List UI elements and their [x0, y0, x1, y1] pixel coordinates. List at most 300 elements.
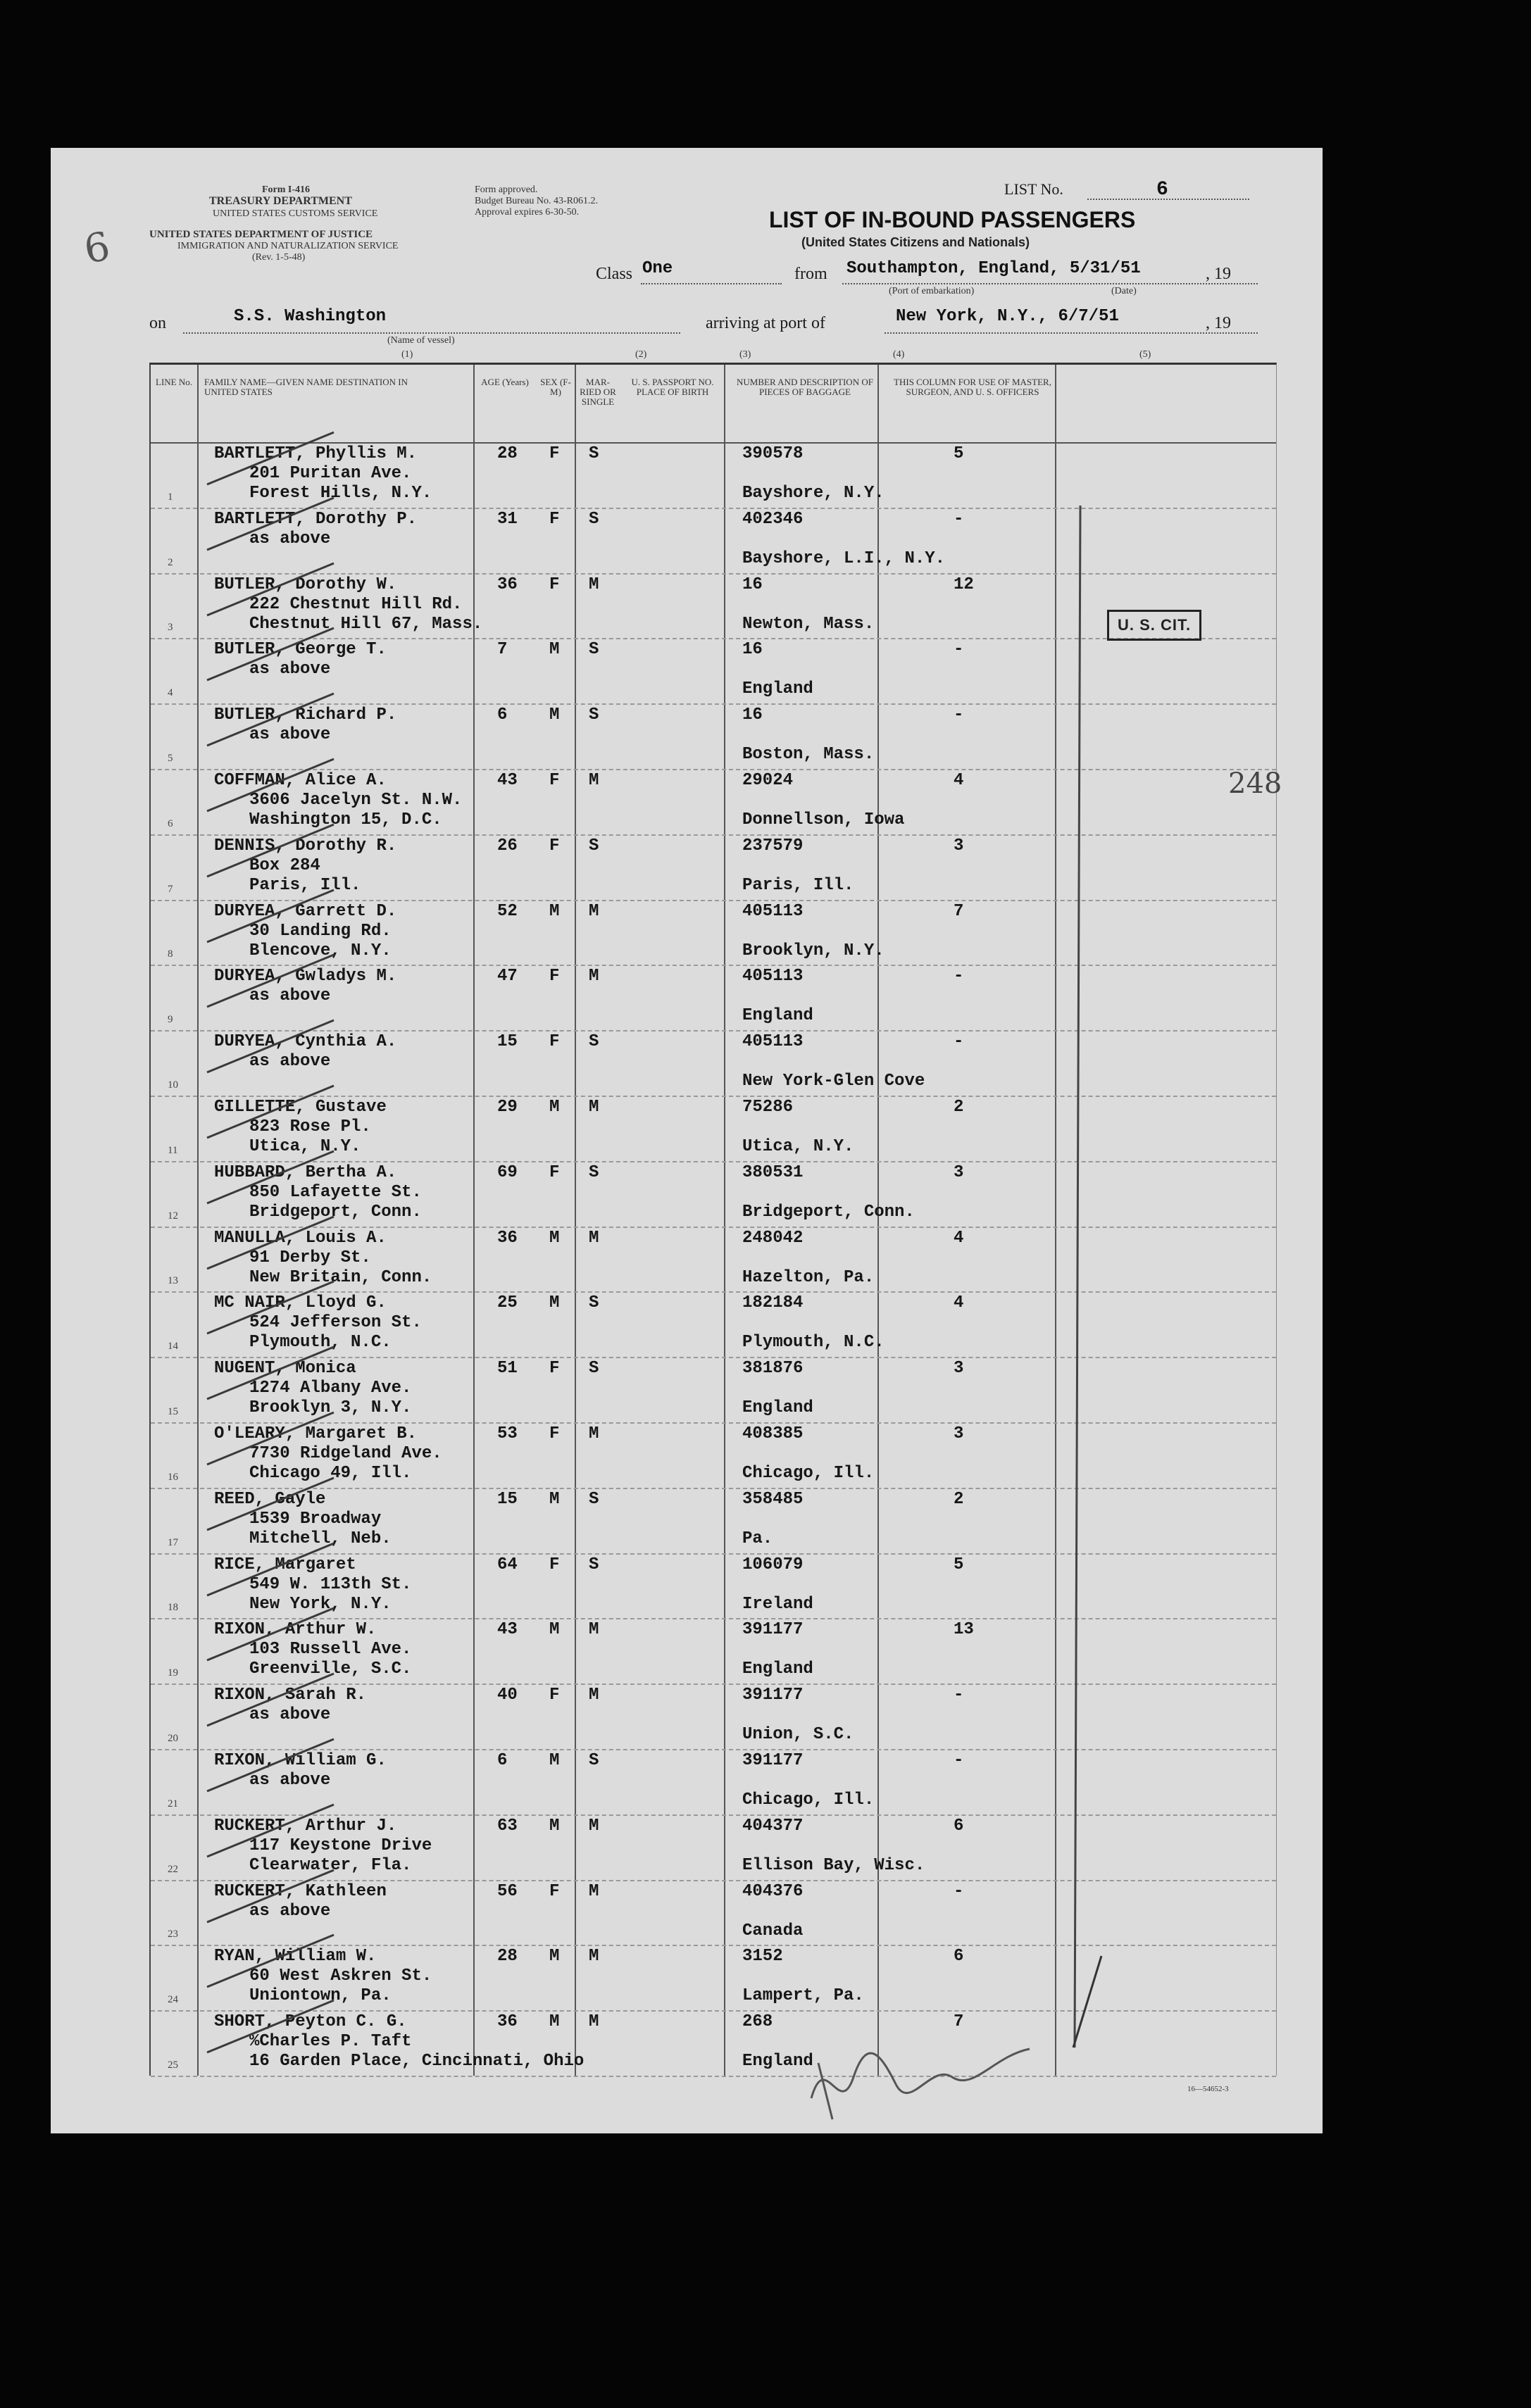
passport-number: 402346 [742, 509, 804, 529]
baggage-count: 6 [954, 1816, 964, 1836]
budget-bureau: Budget Bureau No. 43-R061.2. [475, 196, 598, 206]
destination-line-1: as above [249, 986, 331, 1006]
list-no-label: LIST No. [1004, 180, 1063, 198]
baggage-count: 4 [954, 1228, 964, 1248]
passenger-name: SHORT, Peyton C. G. [214, 2012, 407, 2032]
age: 36 [497, 2012, 518, 2032]
marital-status: M [589, 1424, 599, 1443]
age: 40 [497, 1686, 518, 1705]
passport-number: 75286 [742, 1098, 794, 1117]
passenger-name: RIXON, William G. [214, 1751, 387, 1770]
passport-number: 405113 [742, 967, 804, 986]
destination-line-2: Clearwater, Fla. [249, 1855, 412, 1875]
marital-status: M [589, 1098, 599, 1117]
arrival-value: New York, N.Y., 6/7/51 [896, 307, 1119, 326]
check-mark [200, 1279, 341, 1335]
age: 36 [497, 575, 518, 594]
baggage-count: - [954, 1881, 964, 1901]
baggage-count: 3 [954, 1162, 964, 1182]
marital-status: S [589, 1162, 599, 1182]
place-of-birth: Union, S.C. [742, 1725, 854, 1745]
sex: F [549, 967, 560, 986]
age: 43 [497, 1620, 518, 1640]
age: 69 [497, 1162, 518, 1182]
line-number: 6 [168, 817, 173, 829]
passport-number: 16 [742, 640, 763, 660]
destination-line-2: Paris, Ill. [249, 875, 361, 895]
age: 47 [497, 967, 518, 986]
check-mark [200, 1671, 341, 1727]
line-number: 14 [168, 1341, 178, 1353]
page-subtitle: (United States Citizens and Nationals) [801, 235, 1030, 249]
check-mark [200, 1344, 341, 1400]
marital-status: S [589, 640, 599, 660]
line-number: 10 [168, 1079, 178, 1091]
age: 25 [497, 1293, 518, 1313]
place-of-birth: Chicago, Ill. [742, 1791, 875, 1810]
place-of-birth: England [742, 1660, 813, 1679]
marital-status: S [589, 1555, 599, 1574]
passenger-name: DURYEA, Garrett D. [214, 901, 397, 921]
sex: F [549, 1032, 560, 1052]
passenger-name: COFFMAN, Alice A. [214, 771, 387, 790]
passport-number: 268 [742, 2012, 773, 2032]
passenger-name: MANULLA, Louis A. [214, 1228, 387, 1248]
margin-number: 248 [1228, 767, 1282, 800]
destination-line-2: New York, N.Y. [249, 1594, 392, 1614]
destination-line-2: Chicago 49, Ill. [249, 1464, 412, 1483]
marital-status: M [589, 967, 599, 986]
header-age: AGE (Years) [481, 377, 529, 387]
passenger-name: RIXON, Sarah R. [214, 1686, 367, 1705]
place-of-birth: Hazelton, Pa. [742, 1267, 875, 1287]
passport-number: 408385 [742, 1424, 804, 1443]
check-mark [200, 1998, 341, 2054]
place-of-birth: England [742, 1006, 813, 1026]
check-mark [200, 1605, 341, 1662]
age: 53 [497, 1424, 518, 1443]
destination-line-2: Greenville, S.C. [249, 1660, 412, 1679]
passport-number: 404377 [742, 1816, 804, 1836]
justice-dept: UNITED STATES DEPARTMENT OF JUSTICE [149, 229, 373, 240]
column-number-2: (2) [635, 349, 647, 360]
marital-status: M [589, 1620, 599, 1640]
age: 36 [497, 1228, 518, 1248]
passenger-name: RYAN, William W. [214, 1947, 377, 1967]
age: 15 [497, 1032, 518, 1052]
passport-number: 381876 [742, 1359, 804, 1379]
passport-number: 237579 [742, 836, 804, 855]
side-mark: 6 [80, 223, 114, 273]
age: 51 [497, 1359, 518, 1379]
marital-status: S [589, 1359, 599, 1379]
sex: M [549, 2012, 560, 2032]
baggage-count: - [954, 1751, 964, 1770]
age: 7 [497, 640, 508, 660]
line-number: 5 [168, 752, 173, 764]
marital-status: S [589, 836, 599, 855]
age: 28 [497, 444, 518, 463]
passport-number: 380531 [742, 1162, 804, 1182]
passenger-name: BARTLETT, Dorothy P. [214, 509, 418, 529]
sex: F [549, 575, 560, 594]
passport-number: 391177 [742, 1751, 804, 1770]
destination-line-2: Uniontown, Pa. [249, 1986, 392, 2006]
marital-status: S [589, 1293, 599, 1313]
passenger-name: DURYEA, Cynthia A. [214, 1032, 397, 1052]
age: 28 [497, 1947, 518, 1967]
destination-line-2: Blencove, N.Y. [249, 941, 392, 960]
passenger-name: MC NAIR, Lloyd G. [214, 1293, 387, 1313]
us-citizen-stamp: U. S. CIT. [1107, 610, 1201, 641]
destination-line-1: as above [249, 1052, 331, 1072]
arriving-label: arriving at port of [706, 314, 825, 332]
destination-line-2: Plymouth, N.C. [249, 1333, 392, 1353]
place-of-birth: Ellison Bay, Wisc. [742, 1855, 925, 1875]
header-line-no: LINE No. [156, 377, 192, 387]
check-mark [200, 495, 341, 551]
place-of-birth: Brooklyn, N.Y. [742, 941, 885, 960]
age: 43 [497, 771, 518, 790]
header-sex: SEX (F-M) [540, 377, 571, 397]
baggage-count: - [954, 1686, 964, 1705]
age: 6 [497, 1751, 508, 1770]
check-mark [200, 1410, 341, 1466]
baggage-count: - [954, 509, 964, 529]
age: 15 [497, 1489, 518, 1509]
line-number: 20 [168, 1732, 178, 1744]
sex: M [549, 901, 560, 921]
sex: F [549, 1881, 560, 1901]
line-number: 21 [168, 1798, 178, 1810]
port-embarkation-caption: (Port of embarkation) [889, 286, 975, 296]
baggage-count: 3 [954, 1359, 964, 1379]
sex: F [549, 836, 560, 855]
destination-line-1: 1539 Broadway [249, 1509, 382, 1529]
marital-status: M [589, 901, 599, 921]
age: 63 [497, 1816, 518, 1836]
baggage-count: 5 [954, 1555, 964, 1574]
marital-status: S [589, 1489, 599, 1509]
passenger-name: DENNIS, Dorothy R. [214, 836, 397, 855]
passenger-name: NUGENT, Monica [214, 1359, 356, 1379]
passenger-name: RIXON, Arthur W. [214, 1620, 377, 1640]
baggage-count: 13 [954, 1620, 974, 1640]
check-mark [200, 887, 341, 943]
baggage-count: 12 [954, 575, 974, 594]
class-value: One [642, 259, 673, 278]
baggage-count: 5 [954, 444, 964, 463]
check-mark [200, 1867, 341, 1924]
marital-status: M [589, 1686, 599, 1705]
destination-line-1: 201 Puritan Ave. [249, 464, 412, 483]
check-mark [200, 1083, 341, 1139]
destination-line-2: Washington 15, D.C. [249, 810, 442, 829]
destination-line-1: as above [249, 725, 331, 745]
marital-status: S [589, 706, 599, 725]
baggage-count: - [954, 640, 964, 660]
passport-number: 391177 [742, 1620, 804, 1640]
passenger-name: BUTLER, George T. [214, 640, 387, 660]
place-of-birth: Chicago, Ill. [742, 1464, 875, 1483]
baggage-count: - [954, 1032, 964, 1052]
place-of-birth: England [742, 2052, 813, 2071]
place-of-birth: Newton, Mass. [742, 614, 875, 634]
passenger-name: REED, Gayle [214, 1489, 326, 1509]
sex: F [549, 771, 560, 790]
check-mark [200, 822, 341, 878]
destination-line-1: as above [249, 660, 331, 679]
age: 6 [497, 706, 508, 725]
place-of-birth: England [742, 679, 813, 699]
signature [797, 2035, 1051, 2126]
sex: F [549, 1686, 560, 1705]
passenger-name: O'LEARY, Margaret B. [214, 1424, 418, 1443]
marital-status: M [589, 1881, 599, 1901]
sex: M [549, 1489, 560, 1509]
place-of-birth: Utica, N.Y. [742, 1137, 854, 1156]
place-of-birth: Donnellson, Iowa [742, 810, 905, 829]
sex: M [549, 640, 560, 660]
line-number: 11 [168, 1144, 178, 1156]
passport-number: 404376 [742, 1881, 804, 1901]
passenger-name: GILLETTE, Gustave [214, 1098, 387, 1117]
check-mark [200, 1802, 341, 1858]
check-mark [200, 756, 341, 813]
check-mark [200, 429, 341, 486]
passport-number: 3152 [742, 1947, 783, 1967]
baggage-count: - [954, 706, 964, 725]
marital-status: S [589, 509, 599, 529]
check-mark [200, 1475, 341, 1531]
place-of-birth: Lampert, Pa. [742, 1986, 864, 2006]
column-number-5: (5) [1139, 349, 1151, 360]
passport-number: 16 [742, 706, 763, 725]
sex: M [549, 706, 560, 725]
baggage-count: 7 [954, 901, 964, 921]
treasury-dept: TREASURY DEPARTMENT [209, 195, 352, 207]
list-no-value: 6 [1156, 179, 1168, 201]
sex: M [549, 1947, 560, 1967]
passenger-name: BARTLETT, Phyllis M. [214, 444, 418, 463]
check-mark [200, 1214, 341, 1270]
place-of-birth: Boston, Mass. [742, 745, 875, 765]
check-mark [200, 1017, 341, 1074]
passenger-name: RICE, Margaret [214, 1555, 356, 1574]
column-number-1: (1) [401, 349, 413, 360]
line-number: 12 [168, 1210, 178, 1222]
check-mark [200, 1932, 341, 1988]
footer-code: 16—54652-3 [1187, 2085, 1229, 2093]
destination-line-2: Mitchell, Neb. [249, 1529, 392, 1548]
place-of-birth: New York-Glen Cove [742, 1072, 925, 1091]
destination-line-1: 549 W. 113th St. [249, 1574, 412, 1594]
destination-line-1: as above [249, 529, 331, 548]
line-number: 9 [168, 1014, 173, 1026]
passport-number: 29024 [742, 771, 794, 790]
page-title: LIST OF IN-BOUND PASSENGERS [769, 207, 1136, 232]
vessel-caption: (Name of vessel) [387, 335, 455, 346]
sex: F [549, 1424, 560, 1443]
sex: M [549, 1293, 560, 1313]
place-of-birth: Bridgeport, Conn. [742, 1202, 915, 1222]
destination-line-1: 222 Chestnut Hill Rd. [249, 594, 463, 614]
from-value: Southampton, England, 5/31/51 [846, 259, 1141, 278]
baggage-count: 3 [954, 1424, 964, 1443]
destination-line-1: 823 Rose Pl. [249, 1117, 371, 1136]
line-number: 3 [168, 622, 173, 634]
passenger-name: BUTLER, Dorothy W. [214, 575, 397, 594]
sex: F [549, 1162, 560, 1182]
age: 31 [497, 509, 518, 529]
sex: F [549, 1555, 560, 1574]
line-number: 1 [168, 491, 173, 503]
revision: (Rev. 1-5-48) [252, 252, 306, 263]
year-suffix-2: , 19 [1206, 314, 1231, 332]
passport-number: 248042 [742, 1228, 804, 1248]
destination-line-2: Forest Hills, N.Y. [249, 484, 432, 503]
line-number: 13 [168, 1275, 178, 1287]
marital-status: M [589, 1947, 599, 1967]
passport-number: 106079 [742, 1555, 804, 1574]
column-number-4: (4) [893, 349, 905, 360]
header-officers: THIS COLUMN FOR USE OF MASTER, SURGEON, AND U. S. OFFICERS [894, 377, 1051, 397]
year-suffix: , 19 [1206, 265, 1231, 283]
destination-line-1: 60 West Askren St. [249, 1967, 432, 1986]
line-number: 25 [168, 2059, 178, 2071]
passenger-name: RUCKERT, Kathleen [214, 1881, 387, 1901]
passport-number: 391177 [742, 1686, 804, 1705]
marital-status: M [589, 771, 599, 790]
sex: M [549, 1816, 560, 1836]
marital-status: M [589, 1228, 599, 1248]
place-of-birth: England [742, 1398, 813, 1418]
sex: M [549, 1098, 560, 1117]
vessel-name: S.S. Washington [234, 307, 387, 326]
age: 52 [497, 901, 518, 921]
passport-number: 16 [742, 575, 763, 594]
destination-line-1: %Charles P. Taft [249, 2032, 412, 2052]
form-approved: Form approved. [475, 184, 538, 195]
place-of-birth: Ireland [742, 1594, 813, 1614]
age: 64 [497, 1555, 518, 1574]
destination-line-1: as above [249, 1901, 331, 1921]
check-mark [200, 691, 341, 747]
destination-line-2: Chestnut Hill 67, Mass. [249, 614, 483, 634]
marital-status: S [589, 444, 599, 463]
baggage-count: - [954, 967, 964, 986]
passport-number: 405113 [742, 901, 804, 921]
age: 29 [497, 1098, 518, 1117]
line-number: 19 [168, 1667, 178, 1679]
line-number: 17 [168, 1536, 178, 1548]
destination-line-1: as above [249, 1771, 331, 1790]
destination-line-2: Bridgeport, Conn. [249, 1202, 422, 1222]
destination-line-2: 16 Garden Place, Cincinnati, Ohio [249, 2052, 585, 2071]
age: 26 [497, 836, 518, 855]
marital-status: S [589, 1032, 599, 1052]
customs-service: UNITED STATES CUSTOMS SERVICE [213, 208, 378, 219]
on-label: on [149, 314, 166, 332]
check-mark [200, 952, 341, 1008]
passenger-list-page [51, 148, 1323, 2133]
check-mark [200, 625, 341, 682]
place-of-birth: Canada [742, 1921, 804, 1940]
destination-line-1: 30 Landing Rd. [249, 921, 392, 941]
ins-service: IMMIGRATION AND NATURALIZATION SERVICE [177, 241, 399, 251]
destination-line-1: 524 Jefferson St. [249, 1313, 422, 1333]
destination-line-1: 7730 Ridgeland Ave. [249, 1444, 442, 1463]
header-baggage: NUMBER AND DESCRIPTION OF PIECES OF BAGGAGE [737, 377, 873, 397]
class-label: Class [596, 265, 633, 283]
sex: F [549, 509, 560, 529]
marital-status: M [589, 575, 599, 594]
place-of-birth: Bayshore, N.Y. [742, 484, 885, 503]
destination-line-1: 850 Lafayette St. [249, 1182, 422, 1202]
destination-line-1: Box 284 [249, 855, 320, 875]
destination-line-1: 91 Derby St. [249, 1248, 371, 1267]
sex: M [549, 1751, 560, 1770]
destination-line-2: New Britain, Conn. [249, 1267, 432, 1287]
passenger-name: HUBBARD, Bertha A. [214, 1162, 397, 1182]
baggage-count: 4 [954, 771, 964, 790]
baggage-count: 2 [954, 1489, 964, 1509]
date-caption: (Date) [1111, 286, 1137, 296]
destination-line-2: Utica, N.Y. [249, 1137, 361, 1156]
line-number: 23 [168, 1929, 178, 1940]
check-mark [200, 560, 341, 617]
baggage-count: 7 [954, 2012, 964, 2032]
passport-number: 358485 [742, 1489, 804, 1509]
passenger-name: DURYEA, Gwladys M. [214, 967, 397, 986]
line-number: 2 [168, 556, 173, 568]
place-of-birth: Pa. [742, 1529, 773, 1548]
baggage-count: 4 [954, 1293, 964, 1313]
check-mark [200, 1541, 341, 1597]
destination-line-2: Brooklyn 3, N.Y. [249, 1398, 412, 1418]
passenger-name: BUTLER, Richard P. [214, 706, 397, 725]
line-number: 15 [168, 1405, 178, 1417]
place-of-birth: Bayshore, L.I., N.Y. [742, 548, 946, 568]
approval-expires: Approval expires 6-30-50. [475, 207, 580, 218]
line-number: 16 [168, 1471, 178, 1483]
check-mark [200, 1148, 341, 1205]
destination-line-1: 1274 Albany Ave. [249, 1379, 412, 1398]
destination-line-1: as above [249, 1705, 331, 1725]
line-number: 8 [168, 948, 173, 960]
marital-status: M [589, 2012, 599, 2032]
column-number-3: (3) [739, 349, 751, 360]
line-number: 4 [168, 687, 173, 699]
line-number: 7 [168, 883, 173, 895]
sex: M [549, 1620, 560, 1640]
passport-number: 390578 [742, 444, 804, 463]
baggage-count: 3 [954, 836, 964, 855]
passport-number: 405113 [742, 1032, 804, 1052]
pencil-line [1059, 477, 1116, 2069]
passport-number: 182184 [742, 1293, 804, 1313]
check-mark [200, 1736, 341, 1793]
sex: M [549, 1228, 560, 1248]
passenger-name: RUCKERT, Arthur J. [214, 1816, 397, 1836]
sex: F [549, 444, 560, 463]
header-married: MAR- RIED OR SINGLE [580, 377, 616, 407]
place-of-birth: Paris, Ill. [742, 875, 854, 895]
marital-status: S [589, 1751, 599, 1770]
marital-status: M [589, 1816, 599, 1836]
destination-line-1: 3606 Jacelyn St. N.W. [249, 791, 463, 810]
place-of-birth: Plymouth, N.C. [742, 1333, 885, 1353]
